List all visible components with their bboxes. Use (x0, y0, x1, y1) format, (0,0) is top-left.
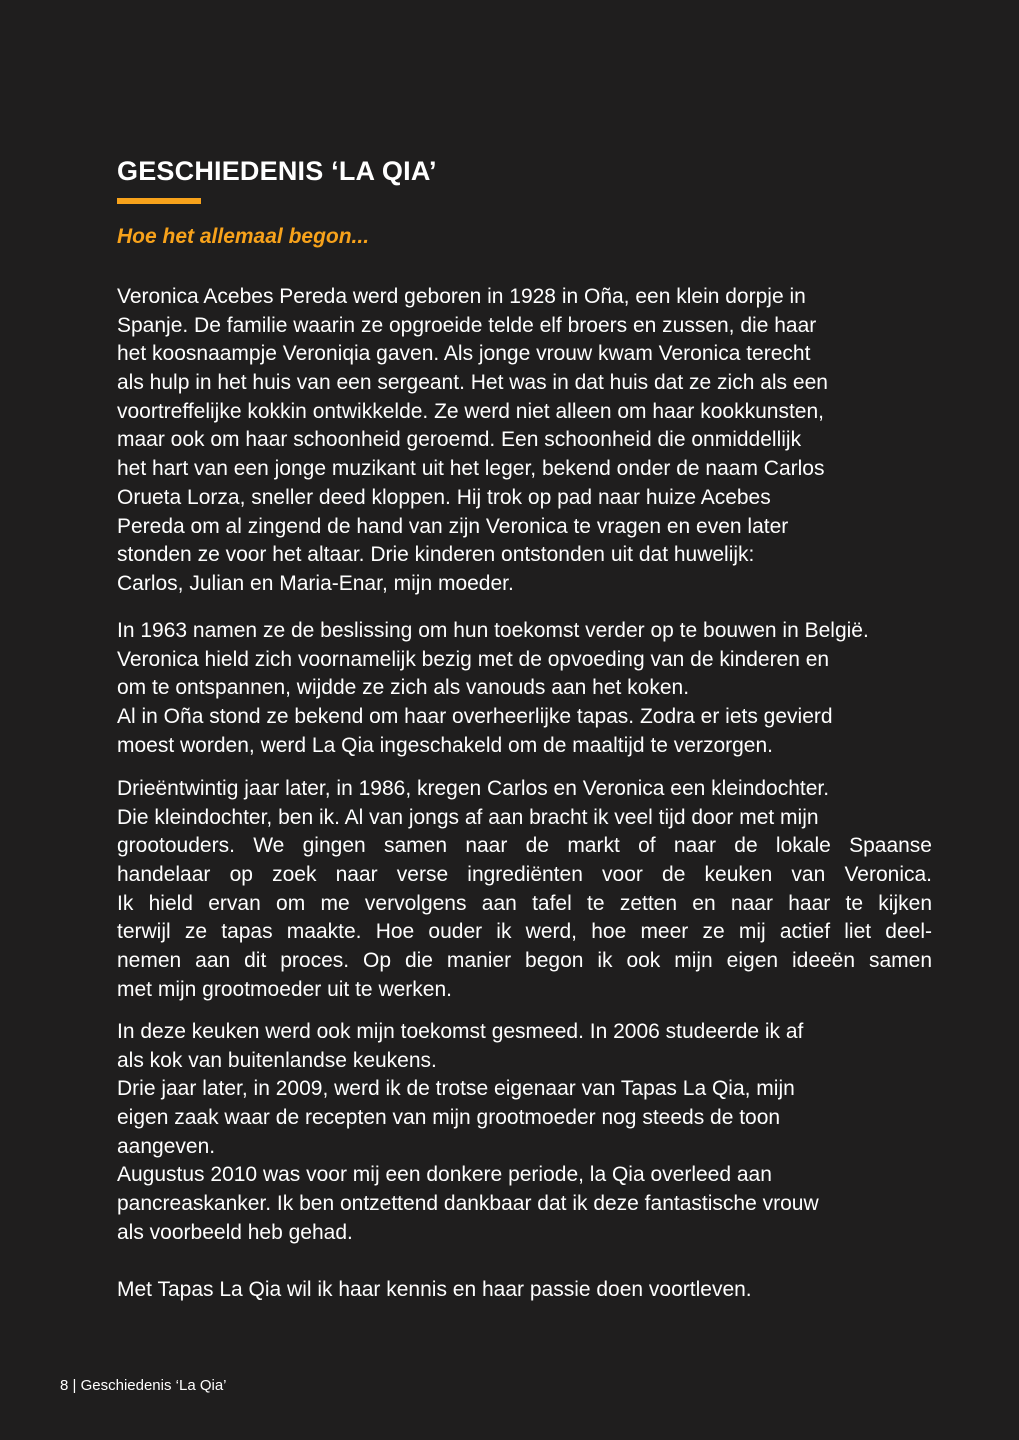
text-line: In 1963 namen ze de beslissing om hun toekomst verder op te bouwen in België. (117, 619, 869, 642)
text-line: aangeven. (117, 1134, 216, 1158)
text-line: stonden ze voor het altaar. Drie kinderen ontstonden uit dat huwelijk: (117, 543, 755, 567)
page-subtitle: Hoe het allemaal begon... (117, 225, 370, 248)
page-footer (60, 1377, 227, 1394)
paragraph-5 (117, 1276, 937, 1305)
text-line: Al in Oña stond ze bekend om haar overheerlijke tapas. Zodra er iets gevierd (117, 705, 833, 729)
text-line: Drieëntwintig jaar later, in 1986, kregen Carlos en Veronica een kleindochter. (117, 777, 830, 800)
text-line: het hart van een jonge muzikant uit het leger, bekend onder de naam Carlos (117, 457, 825, 481)
text-line: voortreffelijke kokkin ontwikkelde. Ze werd niet alleen om haar kookkunsten, (117, 399, 824, 423)
text-line: Veronica hield zich voornamelijk bezig met de opvoeding van de kinderen en (117, 647, 830, 671)
text-line: Ik hield ervan om me vervolgens aan tafel te zetten en naar haar te kijken (117, 891, 932, 915)
text-line: Drie jaar later, in 2009, werd ik de trotse eigenaar van Tapas La Qia, mijn (117, 1077, 795, 1101)
text-line: Spanje. De familie waarin ze opgroeide telde elf broers en zussen, die haar (117, 313, 817, 337)
text-line: het koosnaampje Veroniqia gaven. Als jonge vrouw kwam Veronica terecht (117, 342, 811, 366)
page-title: GESCHIEDENIS ‘LA QIA’ (117, 156, 437, 186)
text-line: om te ontspannen, wijdde ze zich als vanouds aan het koken. (117, 676, 690, 700)
text-line: Orueta Lorza, sneller deed kloppen. Hij trok op pad naar huize Acebes (117, 485, 771, 509)
footer-separator: | (72, 1377, 77, 1394)
text-line: maar ook om haar schoonheid geroemd. Een schoonheid die onmiddellijk (117, 428, 802, 452)
text-line: Pereda om al zingend de hand van zijn Veronica te vragen en even later (117, 514, 789, 538)
text-line: als kok van buitenlandse keukens. (117, 1048, 437, 1072)
text-line: Die kleindochter, ben ik. Al van jongs af aan bracht ik veel tijd door met mijn (117, 805, 819, 829)
text-line: grootouders. We gingen samen naar de markt of naar de lokale Spaanse (117, 834, 932, 858)
text-line: als voorbeeld heb gehad. (117, 1220, 353, 1244)
text-line: Augustus 2010 was voor mij een donkere periode, la Qia overleed aan (117, 1163, 772, 1187)
text-line: Veronica Acebes Pereda werd geboren in 1928 in Oña, een klein dorpje in (117, 285, 806, 308)
page-number: 8 (60, 1377, 69, 1394)
paragraph-3 (117, 775, 937, 1005)
paragraph-2 (117, 617, 937, 760)
text-line: nemen aan dit proces. Op die manier begon ik ook mijn eigen ideeën samen (117, 949, 932, 973)
title-accent-rule (117, 198, 201, 204)
footer-section-title: Geschiedenis ‘La Qia’ (80, 1377, 227, 1394)
text-line: terwijl ze tapas maakte. Hoe ouder ik werd, hoe meer ze mij actief liet deel- (117, 920, 932, 944)
text-line: moest worden, werd La Qia ingeschakeld om de maaltijd te verzorgen. (117, 733, 774, 757)
text-line: met mijn grootmoeder uit te werken. (117, 977, 452, 1001)
text-line: als hulp in het huis van een sergeant. Het was in dat huis dat ze zich als een (117, 371, 828, 395)
text-line: Met Tapas La Qia wil ik haar kennis en haar passie doen voortleven. (117, 1278, 752, 1301)
text-line: Carlos, Julian en Maria-Enar, mijn moeder. (117, 571, 514, 595)
paragraph-4 (117, 1018, 937, 1248)
text-line: In deze keuken werd ook mijn toekomst gesmeed. In 2006 studeerde ik af (117, 1020, 804, 1043)
text-line: handelaar op zoek naar verse ingrediënten voor de keuken van Veronica. (117, 863, 932, 887)
text-line: pancreaskanker. Ik ben ontzettend dankbaar dat ik deze fantastische vrouw (117, 1192, 819, 1216)
text-line: eigen zaak waar de recepten van mijn grootmoeder nog steeds de toon (117, 1106, 781, 1130)
paragraph-1 (117, 283, 937, 599)
